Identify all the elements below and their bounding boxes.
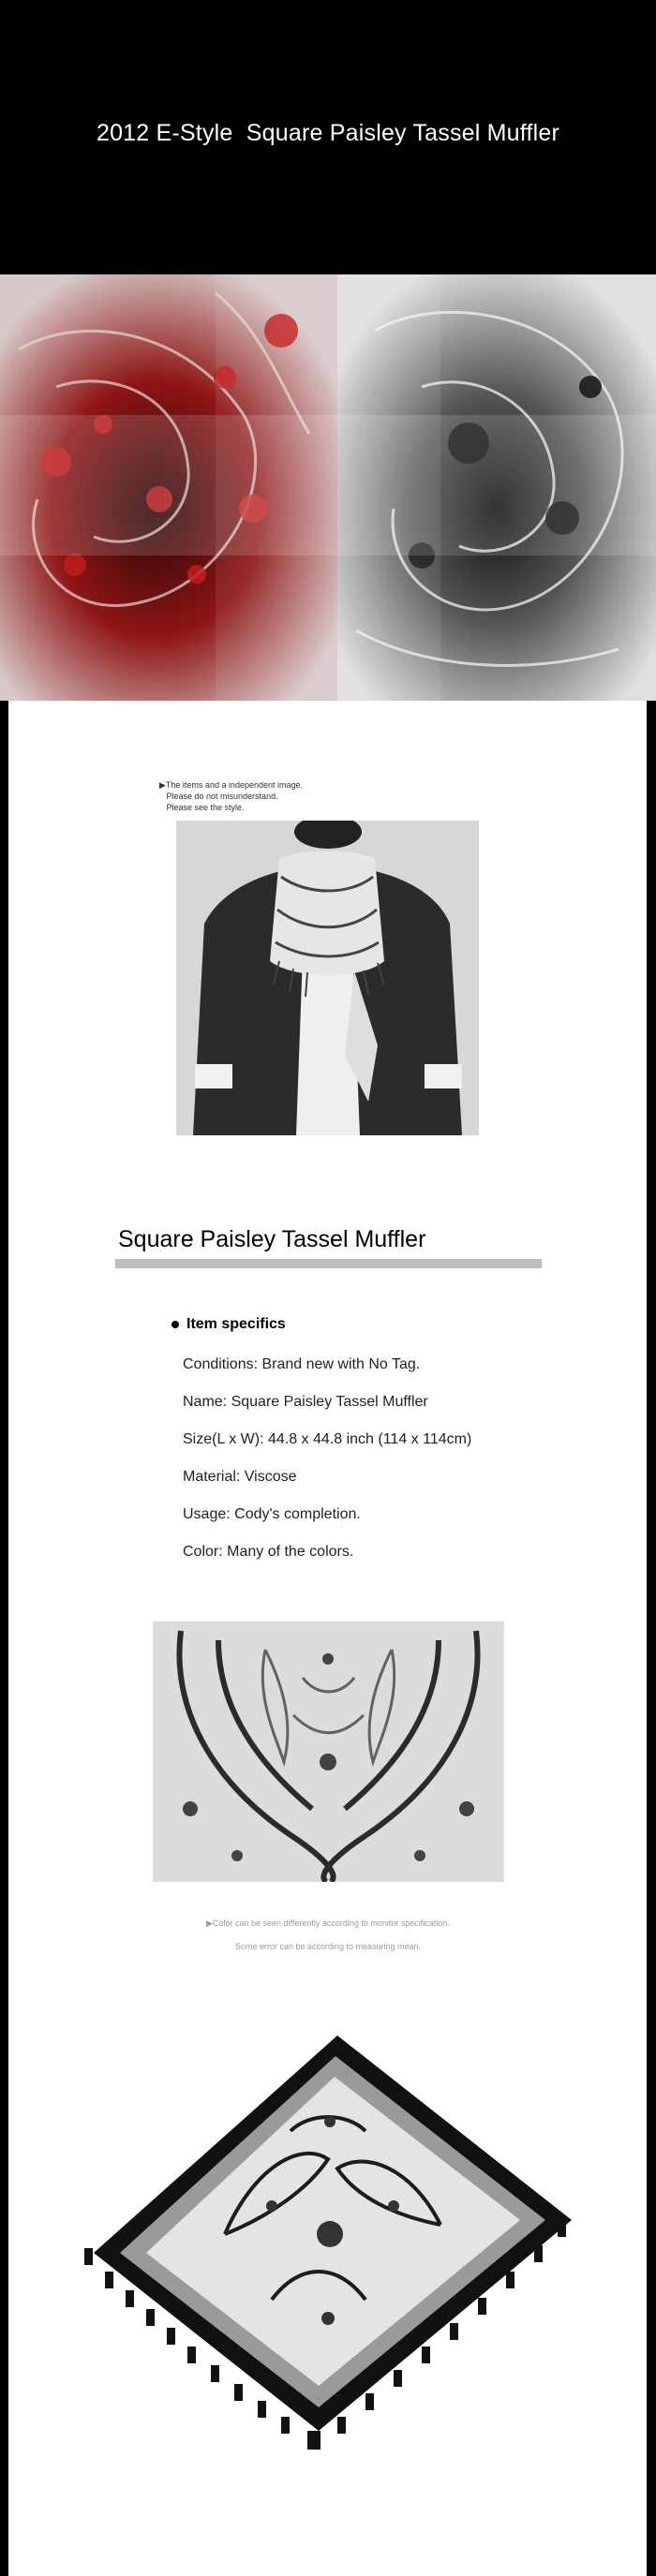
spec-row-size: Size(L x W): 44.8 x 44.8 inch (114 x 114cm) bbox=[183, 1431, 472, 1447]
item-specifics-heading bbox=[171, 1316, 471, 1333]
title-underline-bar bbox=[115, 1259, 542, 1268]
model-photo-graphic bbox=[176, 821, 479, 1135]
paisley-closeup-graphic bbox=[153, 1621, 504, 1882]
image-disclaimer bbox=[159, 779, 303, 813]
item-specifics bbox=[171, 1316, 471, 1571]
spec-row-usage: Usage: Cody's completion. bbox=[183, 1506, 361, 1522]
disclaimer-line: Please do not misunderstand. bbox=[159, 792, 278, 801]
hero-scarf-image bbox=[0, 274, 656, 701]
color-disclaimer-line: Some error can be according to measuring mean. bbox=[234, 1942, 422, 1951]
product-title: Square Paisley Tassel Muffler bbox=[118, 1226, 426, 1252]
page-title: 2012 E-Style Square Paisley Tassel Muffler bbox=[96, 120, 560, 146]
spec-row-color: Color: Many of the colors. bbox=[183, 1544, 354, 1560]
spec-row-material: Material: Viscose bbox=[183, 1469, 297, 1485]
hero-scarf-graphic bbox=[0, 274, 656, 701]
bullet-icon bbox=[171, 1321, 179, 1328]
paisley-closeup-image bbox=[153, 1621, 504, 1882]
spec-row-conditions: Conditions: Brand new with No Tag. bbox=[183, 1356, 421, 1372]
header-banner bbox=[0, 0, 656, 274]
disclaimer-line: Please see the style. bbox=[159, 803, 245, 812]
color-disclaimer-line: ▶Color can be seen differently according to monitor specification. bbox=[206, 1918, 450, 1928]
spec-row-name: Name: Square Paisley Tassel Muffler bbox=[183, 1394, 428, 1410]
flat-scarf-graphic bbox=[84, 2019, 572, 2450]
item-specifics-heading-text: Item specifics bbox=[186, 1316, 286, 1332]
model-wearing-scarf-image bbox=[176, 821, 479, 1135]
flat-scarf-image bbox=[84, 2019, 572, 2450]
disclaimer-line: ▶The items and a independent image. bbox=[159, 780, 304, 790]
